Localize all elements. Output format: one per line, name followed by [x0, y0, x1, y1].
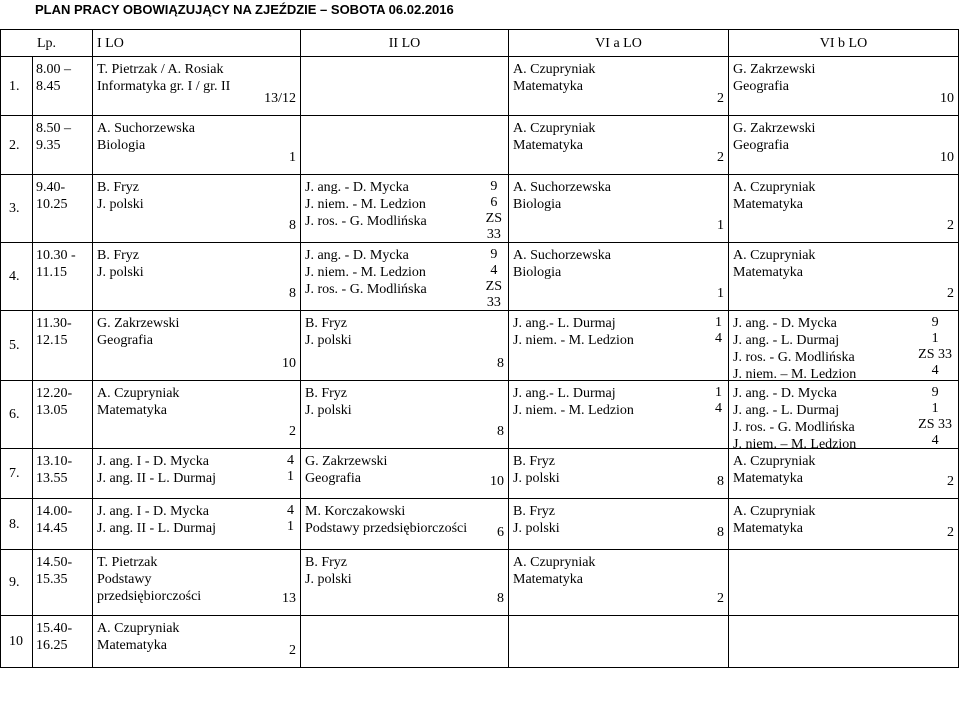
lesson-line: J. ros. - G. Modlińska [733, 350, 855, 365]
row-number: 8. [1, 499, 33, 550]
lesson-cell [93, 449, 301, 499]
header-i-lo: I LO [93, 30, 301, 57]
lesson-line: Biologia [97, 138, 146, 153]
lesson-text [733, 120, 815, 154]
room-number [497, 423, 504, 440]
lesson-line: J. ros. - G. Modlińska [305, 214, 427, 229]
room-line: 2 [947, 525, 954, 540]
time-line: 9.40- [36, 180, 66, 195]
lesson-cell [509, 550, 729, 616]
room-line: 2 [947, 218, 954, 233]
lesson-cell [93, 116, 301, 175]
row-time [33, 550, 93, 616]
lesson-line: A. Czupryniak [513, 555, 596, 570]
room-number [717, 149, 724, 166]
lesson-line: J. polski [305, 572, 352, 587]
lesson-line: J. niem. - M. Ledzion [305, 197, 426, 212]
table-row [1, 57, 959, 116]
room-line: 1 [715, 385, 722, 400]
lesson-line: Matematyka [97, 638, 167, 653]
lesson-line: A. Czupryniak [733, 180, 816, 195]
lesson-text [513, 61, 595, 95]
room-line: 8 [497, 591, 504, 606]
room-line: 6 [497, 525, 504, 540]
row-time [33, 175, 93, 243]
time-line: 11.15 [36, 265, 67, 280]
row-time [33, 381, 93, 449]
room-number [282, 590, 296, 607]
lesson-line: J. ang. I - D. Mycka [97, 454, 209, 469]
lesson-line: A. Czupryniak [733, 504, 816, 519]
lesson-text [733, 179, 815, 213]
lesson-text [513, 453, 560, 487]
lesson-text [733, 503, 815, 537]
room-number [289, 423, 296, 440]
lesson-text [97, 61, 230, 95]
room-number [289, 285, 296, 302]
lesson-text [305, 554, 352, 588]
room-number [282, 355, 296, 372]
lesson-cell [509, 57, 729, 116]
room-line: 8 [289, 286, 296, 301]
lesson-cell [301, 311, 509, 381]
room-number [715, 385, 722, 417]
time-line: 15.35 [36, 572, 68, 587]
header-vi-a-lo: VI a LO [509, 30, 729, 57]
lesson-cell [509, 499, 729, 550]
lesson-line: J. niem. - M. Ledzion [513, 333, 634, 348]
lesson-text [305, 503, 467, 537]
lesson-line: M. Korczakowski [305, 504, 406, 519]
row-number: 6. [1, 381, 33, 449]
lesson-line: Matematyka [513, 138, 583, 153]
lesson-line: G. Zakrzewski [97, 316, 180, 331]
room-number [918, 385, 952, 449]
lesson-cell [729, 311, 959, 381]
lesson-line: Geografia [733, 79, 789, 94]
table-row [1, 311, 959, 381]
room-line: 9 [931, 315, 939, 330]
time-line: 8.00 – [36, 62, 71, 77]
lesson-text [97, 453, 216, 487]
time-line: 14.00- [36, 504, 73, 519]
room-number [715, 315, 722, 347]
room-number [717, 473, 724, 490]
room-number [287, 453, 294, 485]
room-line: 4 [287, 503, 294, 518]
room-line: 2 [289, 643, 296, 658]
lesson-line: Informatyka gr. I / gr. II [97, 79, 231, 94]
lesson-line: G. Zakrzewski [733, 62, 816, 77]
room-number [264, 90, 296, 107]
room-number [940, 149, 954, 166]
lesson-line: J. polski [305, 403, 352, 418]
room-line: ZS [485, 279, 502, 294]
lesson-line: Matematyka [513, 572, 583, 587]
lesson-cell [509, 175, 729, 243]
lesson-line: Matematyka [513, 79, 583, 94]
time-line: 12.15 [36, 333, 68, 348]
room-line: 10 [282, 356, 296, 371]
room-number [289, 149, 296, 166]
lesson-line: A. Suchorzewska [97, 121, 195, 136]
lesson-text [513, 247, 611, 281]
time-line: 8.45 [36, 79, 61, 94]
lesson-line: B. Fryz [97, 248, 139, 263]
lesson-text [513, 503, 560, 537]
room-number [717, 590, 724, 607]
table-row [1, 499, 959, 550]
lesson-text [97, 120, 195, 154]
room-number [497, 524, 504, 541]
lesson-line: Biologia [513, 265, 562, 280]
header-ii-lo: II LO [301, 30, 509, 57]
lesson-cell [729, 499, 959, 550]
lesson-line: J. polski [97, 197, 144, 212]
lesson-text [513, 385, 634, 419]
lesson-line: Podstawy [97, 572, 152, 587]
room-number [717, 285, 724, 302]
room-number [497, 355, 504, 372]
row-time [33, 116, 93, 175]
lesson-line: J. ang. II - L. Durmaj [97, 521, 216, 536]
lesson-text [305, 453, 387, 487]
room-number [289, 217, 296, 234]
lesson-cell [509, 243, 729, 311]
lesson-cell [93, 311, 301, 381]
lesson-text [733, 385, 856, 453]
room-line: 9 [490, 247, 498, 262]
lesson-line: A. Suchorzewska [513, 180, 611, 195]
lesson-cell [729, 116, 959, 175]
room-line: 8 [497, 424, 504, 439]
table-row [1, 550, 959, 616]
room-line: 1 [287, 519, 294, 534]
lesson-line: J. ros. - G. Modlińska [305, 282, 427, 297]
room-line: 4 [715, 401, 722, 416]
lesson-cell [301, 243, 509, 311]
page-title: PLAN PRACY OBOWIĄZUJĄCY NA ZJEŹDZIE – SOBOTA 06.02.2016 [35, 2, 454, 17]
room-line: 1 [289, 150, 296, 165]
room-line: 13/12 [264, 91, 296, 106]
room-line: ZS [485, 211, 502, 226]
lesson-line: Matematyka [733, 197, 803, 212]
room-line: 4 [715, 331, 722, 346]
lesson-line: Geografia [97, 333, 153, 348]
room-line: 10 [490, 474, 504, 489]
lesson-line: J. polski [97, 265, 144, 280]
room-number [486, 247, 502, 311]
lesson-cell [301, 175, 509, 243]
lesson-line: Matematyka [733, 471, 803, 486]
lesson-line: J. ang. - L. Durmaj [733, 333, 840, 348]
lesson-text [97, 385, 179, 419]
lesson-line: J. ang. - D. Mycka [305, 248, 409, 263]
lesson-line: G. Zakrzewski [305, 454, 388, 469]
lesson-line: A. Czupryniak [513, 62, 596, 77]
lesson-line: Matematyka [97, 403, 167, 418]
lesson-line: J. ang.- L. Durmaj [513, 316, 616, 331]
room-line: 4 [490, 263, 498, 278]
lesson-line: J. ang. II - L. Durmaj [97, 471, 216, 486]
lesson-line: T. Pietrzak / A. Rosiak [97, 62, 224, 77]
room-number [289, 642, 296, 659]
schedule-body [1, 30, 959, 668]
time-line: 14.50- [36, 555, 73, 570]
lesson-line: J. polski [513, 521, 560, 536]
room-line: 2 [717, 150, 724, 165]
room-line: 2 [947, 286, 954, 301]
lesson-text [97, 620, 179, 654]
lesson-line: T. Pietrzak [97, 555, 158, 570]
room-number [497, 590, 504, 607]
room-number [717, 217, 724, 234]
room-line: ZS 33 [918, 347, 952, 362]
lesson-cell [301, 616, 509, 668]
lesson-text [513, 315, 634, 349]
row-time [33, 499, 93, 550]
table-row [1, 449, 959, 499]
lesson-cell [509, 116, 729, 175]
lesson-line: B. Fryz [305, 386, 347, 401]
room-line: 1 [715, 315, 722, 330]
room-line: 1 [717, 218, 724, 233]
room-number [947, 285, 954, 302]
lesson-text [305, 385, 352, 419]
header-vi-b-lo: VI b LO [729, 30, 959, 57]
lesson-line: G. Zakrzewski [733, 121, 816, 136]
lesson-cell [301, 116, 509, 175]
lesson-text [305, 247, 427, 298]
lesson-text [733, 315, 856, 383]
lesson-text [733, 61, 815, 95]
room-number [918, 315, 952, 379]
lesson-cell [301, 57, 509, 116]
lesson-text [513, 554, 595, 588]
lesson-cell [93, 499, 301, 550]
room-line: 1 [931, 401, 939, 416]
table-row [1, 243, 959, 311]
room-line: 4 [287, 453, 294, 468]
lesson-line: A. Suchorzewska [513, 248, 611, 263]
room-line: 9 [931, 385, 939, 400]
room-line: 13 [282, 591, 296, 606]
room-line: 8 [289, 218, 296, 233]
time-line: 12.20- [36, 386, 73, 401]
room-line: 2 [717, 591, 724, 606]
row-number: 9. [1, 550, 33, 616]
room-line: 1 [287, 469, 294, 484]
lesson-cell [729, 550, 959, 616]
time-line: 10.25 [36, 197, 68, 212]
room-line: 10 [940, 150, 954, 165]
time-line: 13.55 [36, 471, 68, 486]
time-line: 15.40- [36, 621, 73, 636]
lesson-line: A. Czupryniak [513, 121, 596, 136]
room-line: ZS 33 [918, 417, 952, 432]
row-number: 1. [1, 57, 33, 116]
lesson-cell [93, 57, 301, 116]
row-number: 10 [1, 616, 33, 668]
lesson-cell [301, 381, 509, 449]
room-line: 2 [289, 424, 296, 439]
lesson-line: J. polski [305, 333, 352, 348]
room-line: 4 [931, 363, 939, 378]
lesson-line: Matematyka [733, 265, 803, 280]
time-line: 13.05 [36, 403, 68, 418]
lesson-line: Geografia [733, 138, 789, 153]
lesson-line: A. Czupryniak [97, 386, 180, 401]
room-line: 4 [931, 433, 939, 448]
header-lp: Lp. [1, 30, 93, 57]
lesson-line: J. ros. - G. Modlińska [733, 420, 855, 435]
row-number: 7. [1, 449, 33, 499]
row-number: 4. [1, 243, 33, 311]
lesson-cell [509, 616, 729, 668]
lesson-line: J. ang. - D. Mycka [733, 316, 837, 331]
lesson-line: J. niem. – M. Ledzion [733, 437, 857, 452]
row-number: 5. [1, 311, 33, 381]
room-line: 1 [931, 331, 939, 346]
time-line: 11.30- [36, 316, 72, 331]
lesson-line: J. polski [513, 471, 560, 486]
lesson-cell [729, 449, 959, 499]
room-number [717, 90, 724, 107]
schedule-table [0, 29, 959, 668]
row-number: 2. [1, 116, 33, 175]
lesson-text [97, 179, 144, 213]
row-number: 3. [1, 175, 33, 243]
room-line: 10 [940, 91, 954, 106]
lesson-text [97, 315, 179, 349]
lesson-text [97, 503, 216, 537]
row-time [33, 616, 93, 668]
lesson-line: J. niem. – M. Ledzion [733, 367, 857, 382]
table-row [1, 116, 959, 175]
lesson-text [97, 554, 201, 605]
lesson-cell [301, 449, 509, 499]
lesson-text [513, 120, 595, 154]
lesson-cell [729, 616, 959, 668]
room-line: 6 [490, 195, 498, 210]
room-line: 1 [717, 286, 724, 301]
lesson-line: B. Fryz [305, 555, 347, 570]
room-line: 8 [497, 356, 504, 371]
lesson-line: A. Czupryniak [97, 621, 180, 636]
row-time [33, 311, 93, 381]
row-time [33, 57, 93, 116]
lesson-line: Podstawy przedsiębiorczości [305, 521, 468, 536]
room-line: 33 [486, 227, 501, 242]
lesson-text [305, 179, 427, 230]
row-time [33, 449, 93, 499]
lesson-line: B. Fryz [97, 180, 139, 195]
lesson-line: przedsiębiorczości [97, 589, 202, 604]
lesson-line: B. Fryz [513, 454, 555, 469]
time-line: 13.10- [36, 454, 73, 469]
room-line: 9 [490, 179, 498, 194]
lesson-line: J. ang. - D. Mycka [305, 180, 409, 195]
lesson-line: B. Fryz [305, 316, 347, 331]
lesson-cell [301, 550, 509, 616]
room-number [947, 217, 954, 234]
lesson-cell [301, 499, 509, 550]
lesson-text [733, 453, 815, 487]
lesson-line: J. niem. - M. Ledzion [305, 265, 426, 280]
room-number [940, 90, 954, 107]
table-row [1, 175, 959, 243]
room-line: 2 [717, 91, 724, 106]
lesson-cell [509, 449, 729, 499]
lesson-line: J. ang. - L. Durmaj [733, 403, 840, 418]
room-line: 8 [717, 525, 724, 540]
lesson-cell [509, 381, 729, 449]
lesson-line: J. ang.- L. Durmaj [513, 386, 616, 401]
lesson-cell [729, 243, 959, 311]
room-number [490, 473, 504, 490]
lesson-cell [729, 381, 959, 452]
room-number [947, 473, 954, 490]
lesson-line: J. niem. - M. Ledzion [513, 403, 634, 418]
lesson-cell [93, 550, 301, 616]
time-line: 9.35 [36, 138, 61, 153]
lesson-cell [729, 175, 959, 243]
room-number [287, 503, 294, 535]
lesson-cell [93, 616, 301, 668]
time-line: 14.45 [36, 521, 68, 536]
table-row [1, 616, 959, 668]
room-number [947, 524, 954, 541]
room-line: 33 [486, 295, 501, 310]
lesson-cell [93, 381, 301, 449]
lesson-text [305, 315, 352, 349]
time-line: 8.50 – [36, 121, 71, 136]
lesson-line: B. Fryz [513, 504, 555, 519]
room-number [486, 179, 502, 243]
lesson-line: A. Czupryniak [733, 248, 816, 263]
lesson-line: A. Czupryniak [733, 454, 816, 469]
lesson-cell [93, 175, 301, 243]
lesson-cell [509, 311, 729, 381]
lesson-cell [93, 243, 301, 311]
lesson-text [97, 247, 144, 281]
room-line: 8 [717, 474, 724, 489]
table-row [1, 381, 959, 449]
room-number [717, 524, 724, 541]
lesson-cell [729, 57, 959, 116]
row-time [33, 243, 93, 311]
lesson-line: J. ang. I - D. Mycka [97, 504, 209, 519]
time-line: 16.25 [36, 638, 68, 653]
lesson-text [513, 179, 611, 213]
time-line: 10.30 - [36, 248, 76, 263]
lesson-line: J. ang. - D. Mycka [733, 386, 837, 401]
lesson-text [733, 247, 815, 281]
header-row [1, 30, 959, 57]
lesson-line: Biologia [513, 197, 562, 212]
room-line: 2 [947, 474, 954, 489]
lesson-line: Matematyka [733, 521, 803, 536]
lesson-line: Geografia [305, 471, 361, 486]
